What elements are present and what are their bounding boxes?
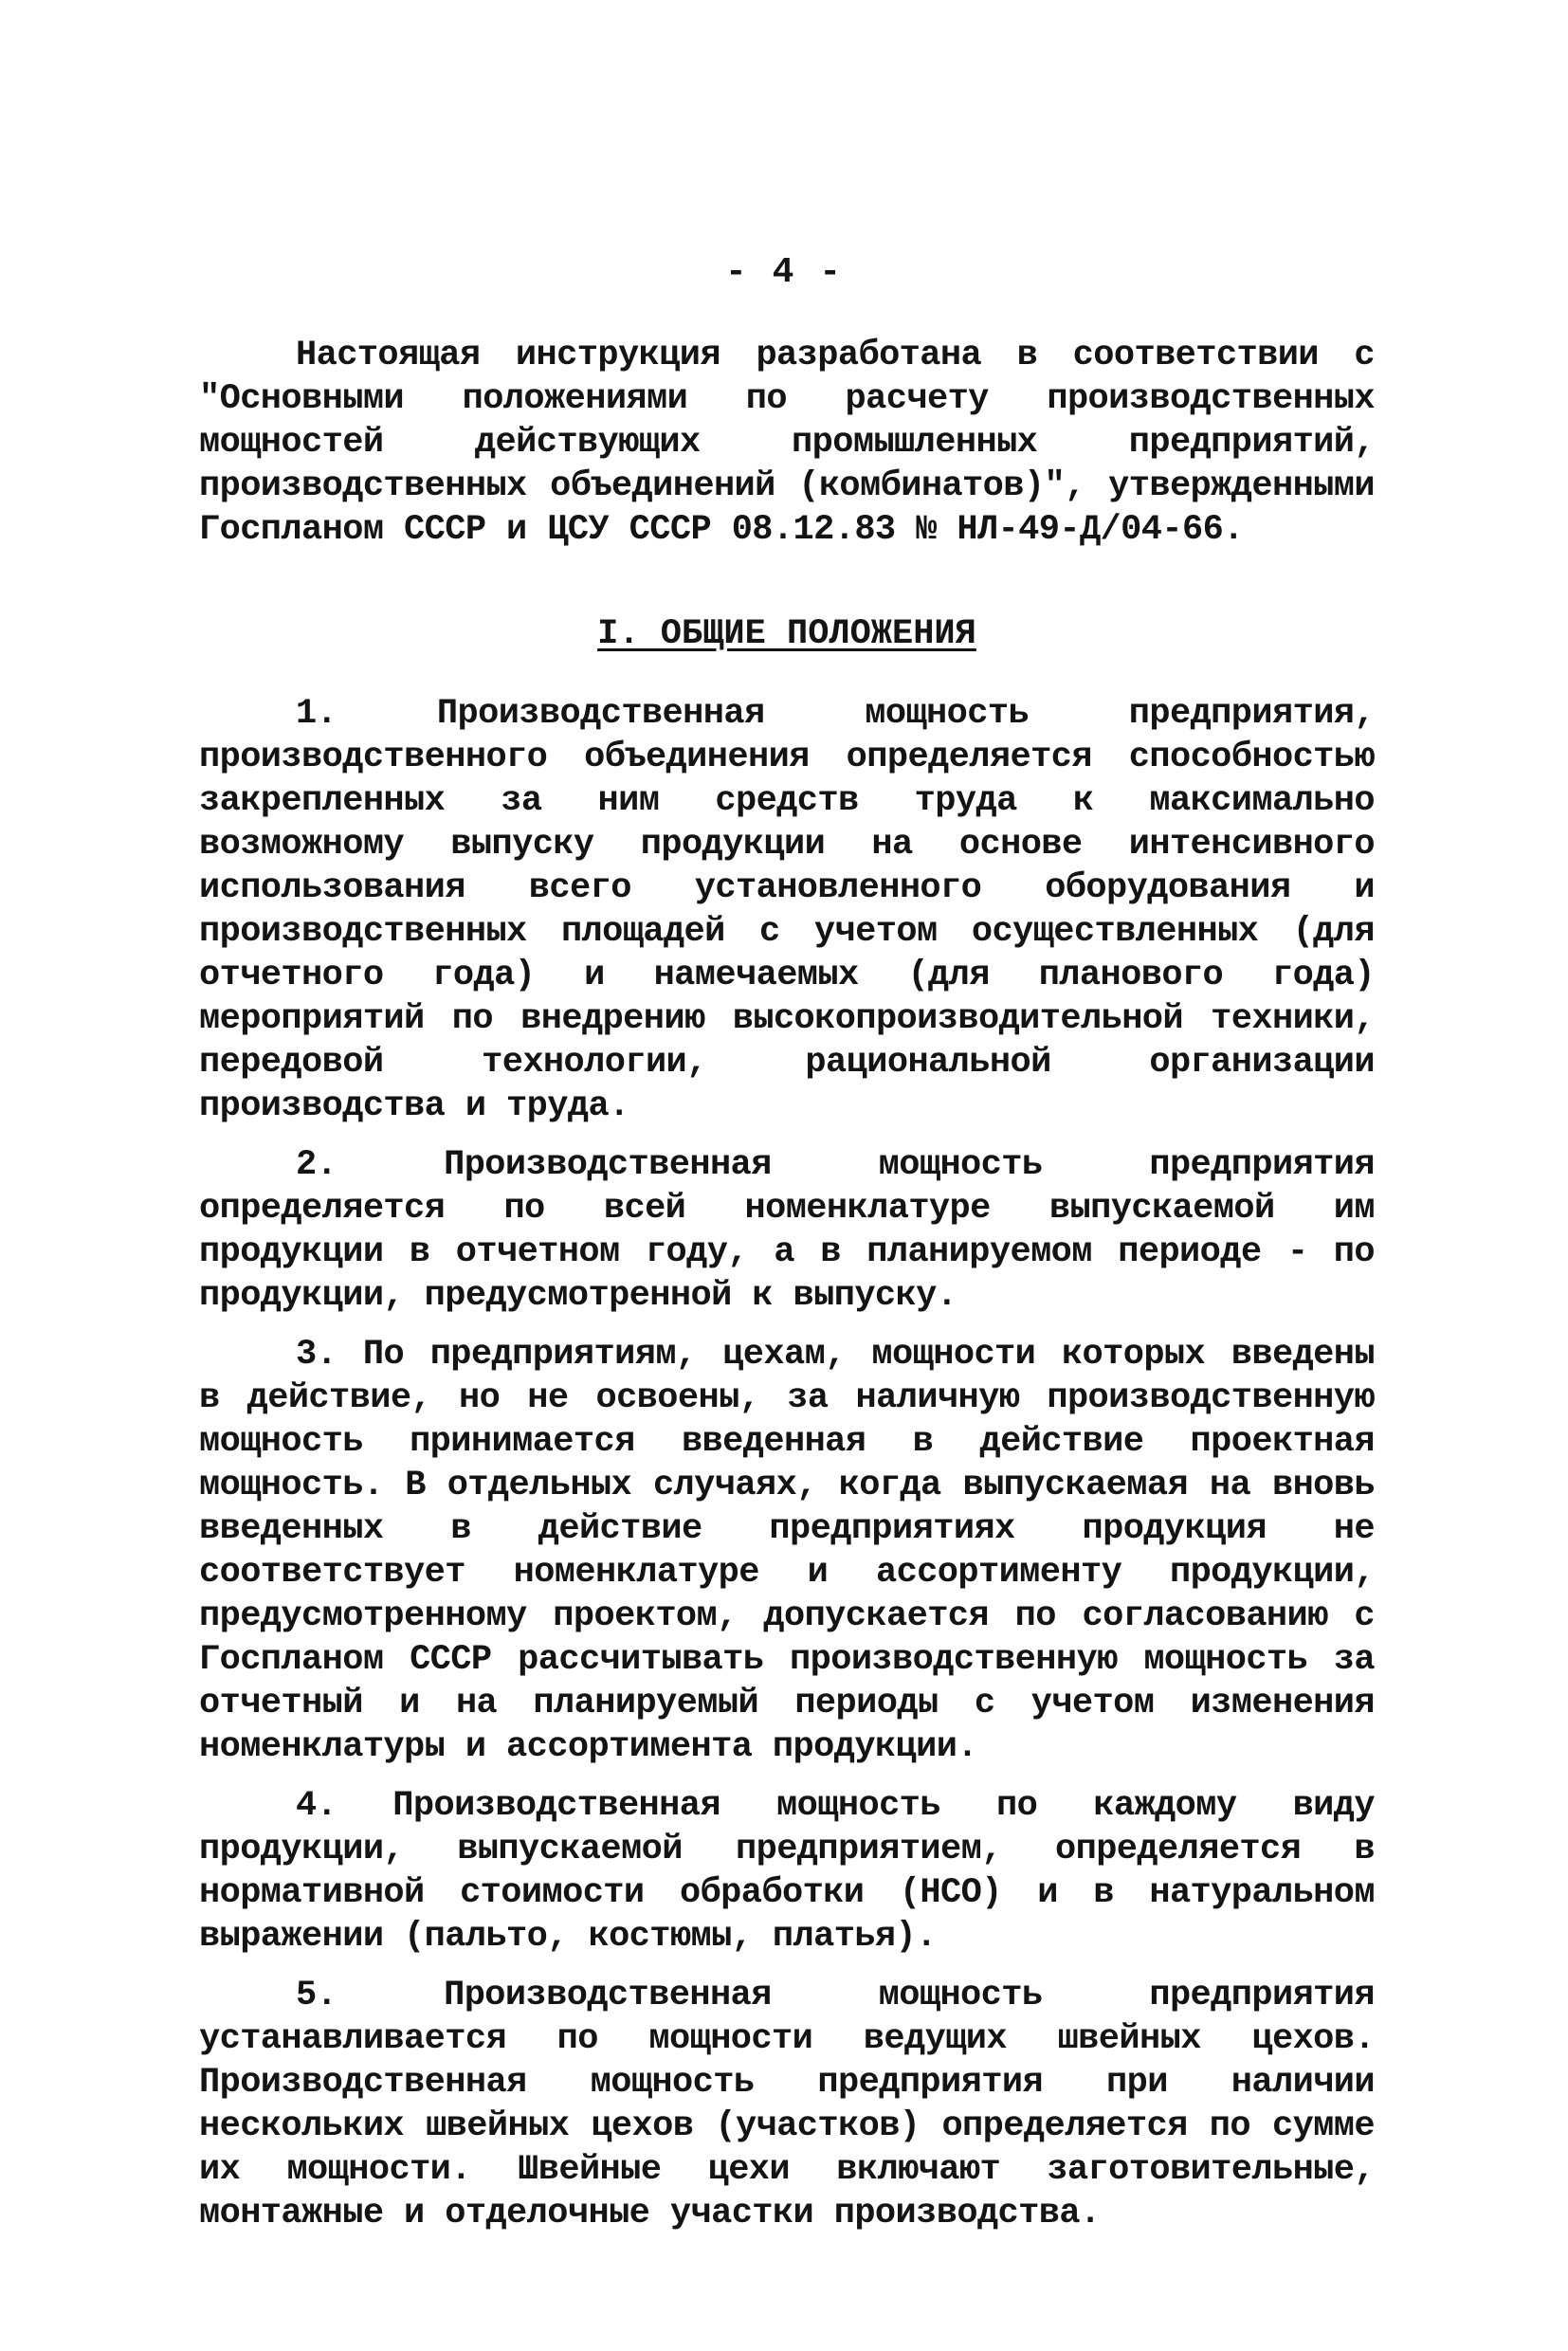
paragraph-1: 1. Производственная мощность предприятия, производственного объединения определяется способностью закрепленных за ним средств труда к максимально возможному выпуску продукции на основе интенсивного использования всего установленного оборудования и производственных площадей с учетом осуществленных (для отчетного года) и намечаемых (для планового года) мероприятий по внедрению высокопроизводительной техники, передовой технологии, рациональной организации производства и труда. <box>199 694 1375 1126</box>
paragraph-4: 4. Производственная мощность по каждому виду продукции, выпускаемой предприятием, определяется в нормативной стоимости обработки (НСО) и в натуральном выражении (пальто, костюмы, платья). <box>199 1786 1375 1957</box>
paragraph-2: 2. Производственная мощность предприятия определяется по всей номенклатуре выпускаемой им продукции в отчетном году, а в планируемом периоде - по продукции, предусмотренной к выпуску. <box>199 1145 1375 1316</box>
section-heading <box>199 612 1375 656</box>
paragraph-5: 5. Производственная мощность предприятия устанавливается по мощности ведущих швейных цехов. Производственная мощность предприятия при наличии нескольких швейных цехов (участков) определяется по сумме их мощности. Швейные цехи включают заготовительные, монтажные и отделочные участки производства. <box>199 1976 1375 2233</box>
page-number: - 4 - <box>724 252 844 293</box>
section-heading-text: I. ОБЩИЕ ПОЛОЖЕНИЯ <box>597 614 976 654</box>
document-body <box>199 334 1375 2235</box>
paragraph-3: 3. По предприятиям, цехам, мощности которых введены в действие, но не освоены, за наличную производственную мощность принимается введенная в действие проектная мощность. В отдельных случаях, когда выпускаемая на вновь введенных в действие предприятиях продукция не соответствует номенклатуре и ассортименту продукции, предусмотренному проектом, допускается по согласованию с Госпланом СССР рассчитывать производственную мощность за отчетный и на планируемый периоды с учетом изменения номенклатуры и ассортимента продукции. <box>199 1335 1375 1767</box>
intro-paragraph: Настоящая инструкция разработана в соответствии с "Основными положениями по расчету производственных мощностей действующих промышленных предприятий, производственных объединений (комбинатов)", утвержденными Госпланом СССР и ЦСУ СССР 08.12.83 № НЛ-49-Д/04-66. <box>199 336 1375 550</box>
